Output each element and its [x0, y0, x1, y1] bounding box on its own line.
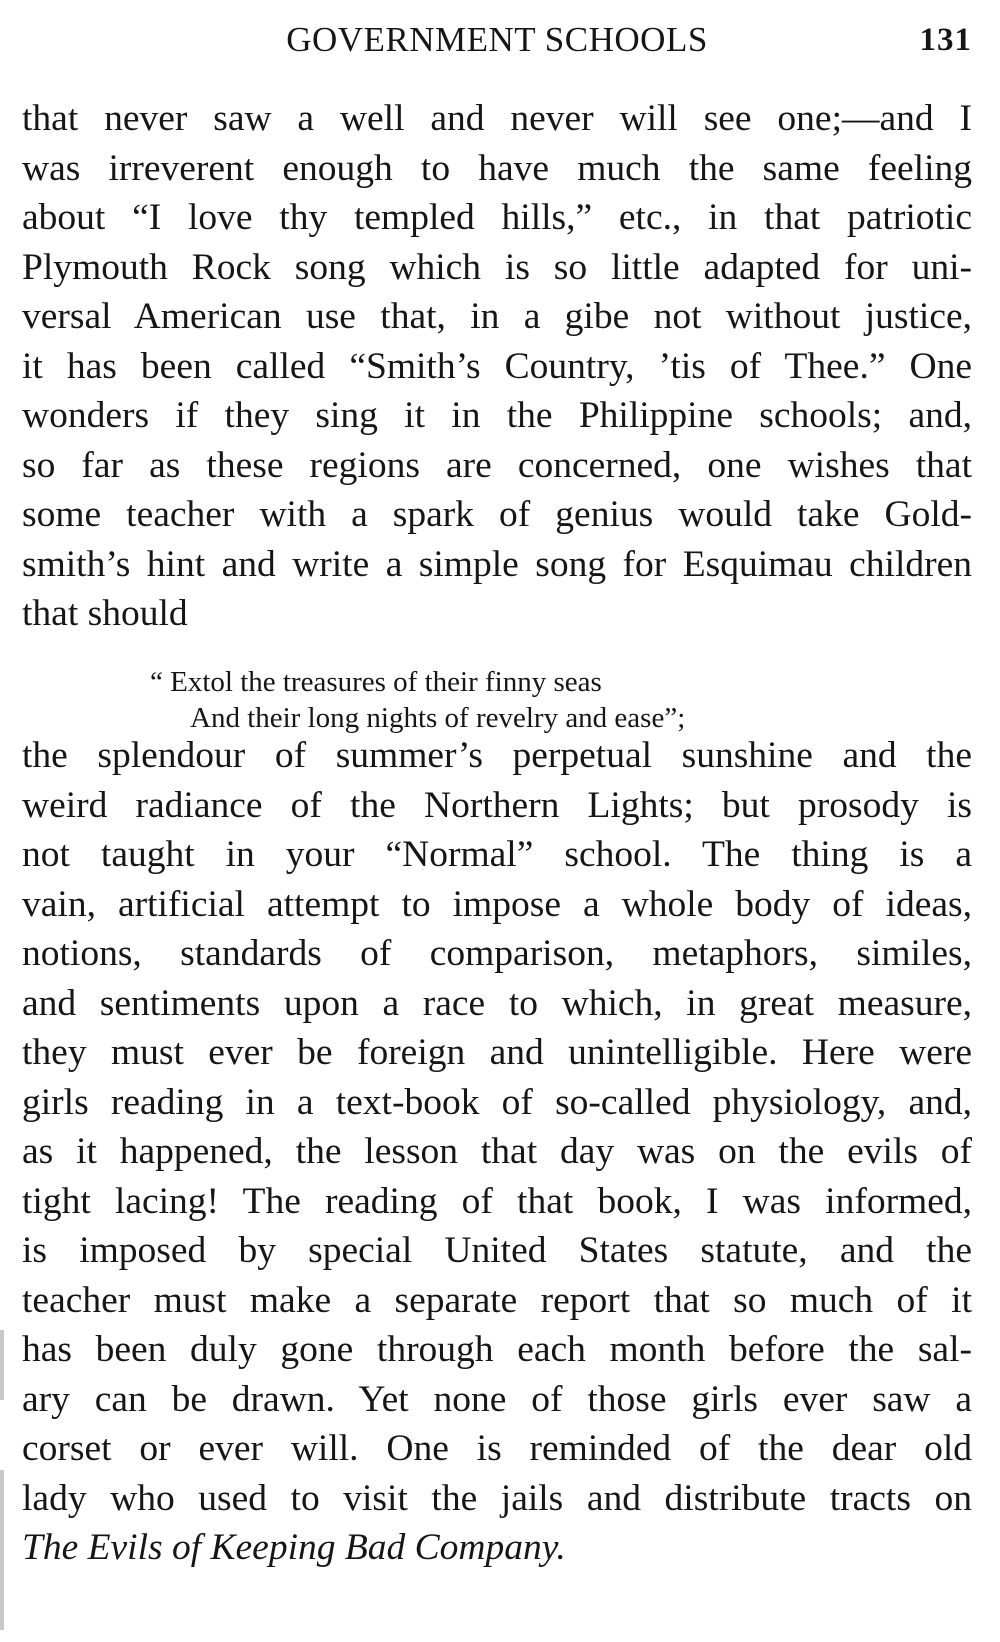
text-line: not taught in your “Normal” school. The thing is a	[22, 834, 972, 875]
scan-edge-mark	[0, 1470, 4, 1630]
text-line: so far as these regions are concerned, one wishes that	[22, 444, 972, 486]
text-line: teacher must make a separate report that so much of it	[22, 1279, 972, 1321]
text-line: some teacher with a spark of genius would take Gold-	[22, 494, 972, 535]
text-line: weird radiance of the Northern Lights; but prosody is	[22, 784, 972, 826]
text-line: it has been called “Smith’s Country, ’tis of Thee.” One	[22, 345, 972, 387]
paragraph-1	[22, 94, 972, 639]
text-line: corset or ever will. One is reminded of the dear old	[22, 1428, 972, 1469]
scan-edge-mark	[0, 1330, 4, 1400]
paragraph-2	[22, 731, 972, 1573]
italic-book-title: The Evils of Keeping Bad Company.	[22, 1527, 566, 1568]
text-line: versal American use that, in a gibe not without justice,	[22, 296, 972, 337]
text-line: tight lacing! The reading of that book, I was informed,	[22, 1180, 972, 1222]
text-line: as it happened, the lesson that day was on the evils of	[22, 1131, 972, 1172]
verse-line-1: “ Extol the treasures of their finny seas	[150, 666, 602, 698]
text-line: that never saw a well and never will see one;—and I	[22, 98, 972, 139]
text-line: vain, artificial attempt to impose a whole body of ideas,	[22, 883, 972, 925]
text-line: ary can be drawn. Yet none of those girls ever saw a	[22, 1378, 972, 1420]
text-line: and sentiments upon a race to which, in great measure,	[22, 982, 972, 1024]
text-line: the splendour of summer’s perpetual sunshine and the	[22, 735, 972, 776]
text-line: was irreverent enough to have much the same feeling	[22, 147, 972, 189]
running-title: GOVERNMENT SCHOOLS	[286, 20, 708, 59]
verse-line-2: And their long nights of revelry and ease”;	[190, 702, 686, 734]
text-line: wonders if they sing it in the Philippine schools; and,	[22, 395, 972, 436]
page-number: 131	[919, 22, 972, 58]
text-line: they must ever be foreign and unintelligible. Here were	[22, 1032, 972, 1073]
text-line: has been duly gone through each month before the sal-	[22, 1329, 972, 1370]
text-line: lady who used to visit the jails and distribute tracts on	[22, 1477, 972, 1519]
text-line: about “I love thy templed hills,” etc., in that patriotic	[22, 197, 972, 238]
verse-quotation	[150, 664, 685, 736]
text-line: notions, standards of comparison, metaphors, similes,	[22, 933, 972, 974]
running-head	[22, 18, 972, 68]
text-line: that should	[22, 593, 188, 634]
text-line: Plymouth Rock song which is so little adapted for uni-	[22, 246, 972, 288]
text-line: smith’s hint and write a simple song for Esquimau children	[22, 543, 972, 585]
text-line: girls reading in a text-book of so-called physiology, and,	[22, 1081, 972, 1123]
text-line: is imposed by special United States statute, and the	[22, 1230, 972, 1271]
